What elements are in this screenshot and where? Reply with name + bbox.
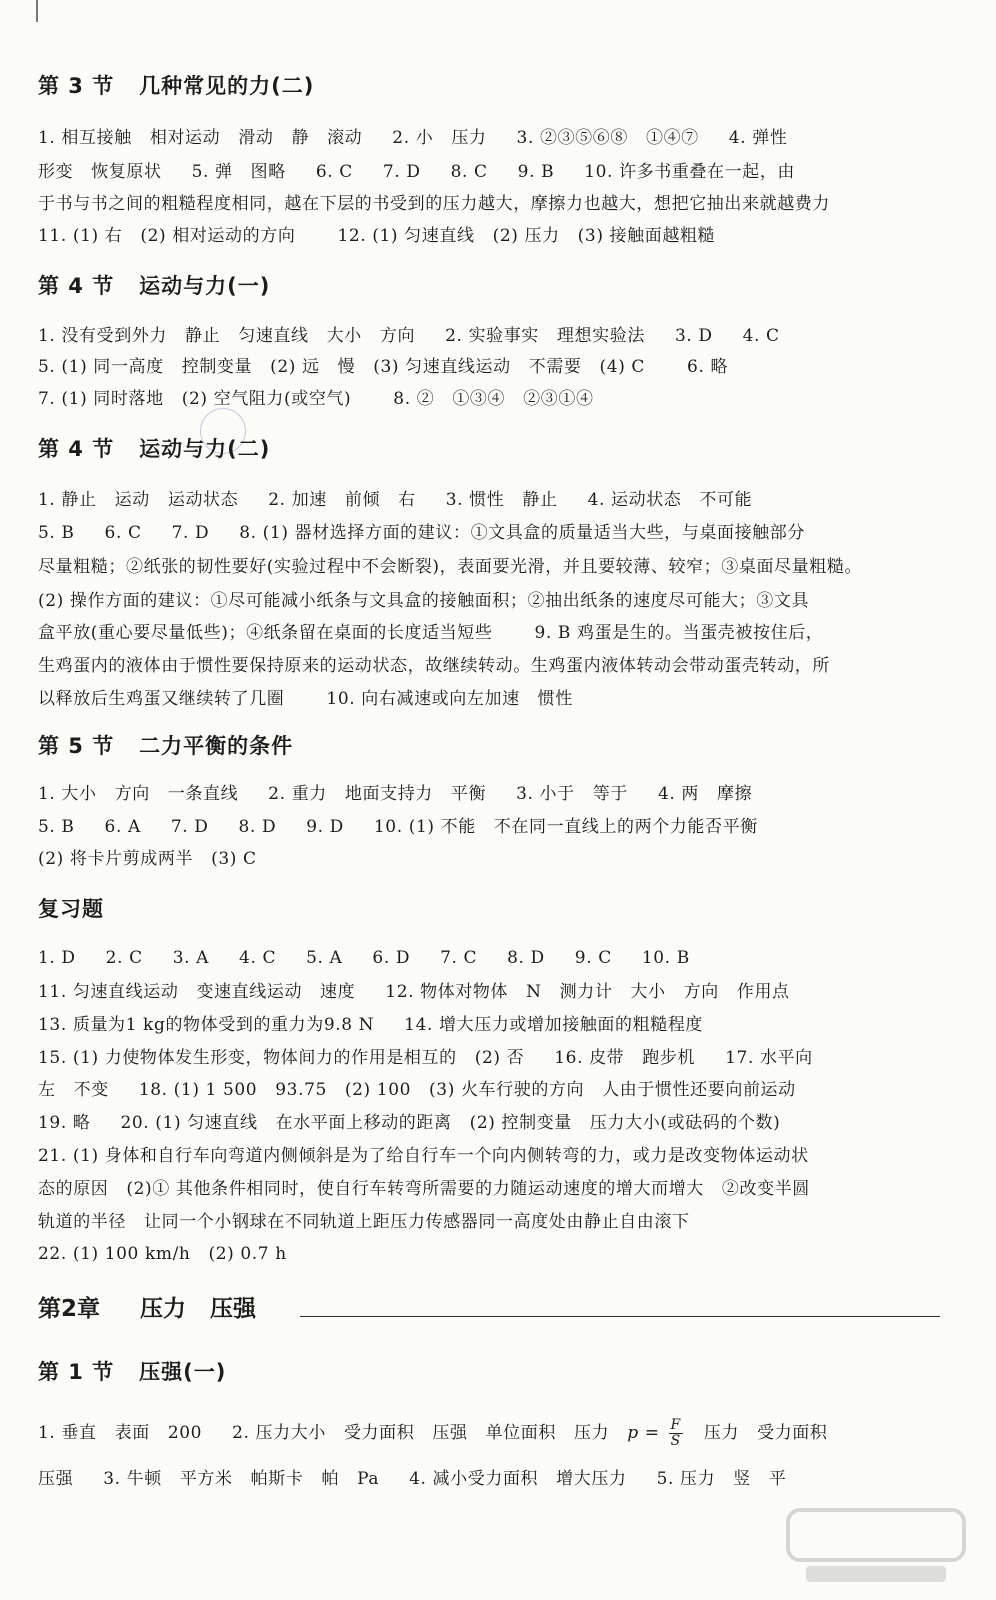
answer-line: 5. B 6. C 7. D 8. (1) 器材选择方面的建议：①文具盒的质量适当大些，与桌面接触部分 (38, 523, 805, 543)
answer-line: 5. B 6. A 7. D 8. D 9. D 10. (1) 不能 不在同一直线上的两个力能否平衡 (38, 817, 758, 837)
answer-line: 尽量粗糙；②纸张的韧性要好(实验过程中不会断裂)，表面要光滑，并且要较薄、较窄；③桌面尽量粗糙。 (38, 557, 863, 577)
answer-line: 7. (1) 同时落地 (2) 空气阻力(或空气) 8. ② ①③④ ②③①④ (38, 389, 594, 409)
answer-line: 轨道的半径 让同一个小钢球在不同轨道上距压力传感器同一高度处由静止自由滚下 (38, 1212, 690, 1232)
answer-line: 11. 匀速直线运动 变速直线运动 速度 12. 物体对物体 N 测力计 大小 方向 作用点 (38, 982, 790, 1002)
section-heading-pressure-1: 第 1 节 压强(一) (38, 1360, 227, 1384)
pressure-formula-fraction (669, 1418, 683, 1449)
answer-line: 态的原因 (2)① 其他条件相同时，使自行车转弯所需要的力随运动速度的增大而增大 ②改变半圆 (38, 1179, 810, 1199)
answer-text: 压力 受力面积 (685, 1423, 828, 1443)
answer-line: 压强 3. 牛顿 平方米 帕斯卡 帕 Pa 4. 减小受力面积 增大压力 5. 压力 竖 平 (38, 1469, 787, 1489)
answer-line: 1. 大小 方向 一条直线 2. 重力 地面支持力 平衡 3. 小于 等于 4. 两 摩擦 (38, 784, 753, 804)
fraction-denominator: S (670, 1433, 681, 1449)
answer-line: 15. (1) 力使物体发生形变，物体间力的作用是相互的 (2) 否 16. 皮带 跑步机 17. 水平向 (38, 1048, 813, 1068)
answer-line: 11. (1) 右 (2) 相对运动的方向 12. (1) 匀速直线 (2) 压力 (3) 接触面越粗糙 (38, 226, 716, 246)
section-heading-4-1: 第 4 节 运动与力(一) (38, 274, 271, 298)
formula-symbol-p: p (627, 1423, 639, 1443)
answer-text: 1. 垂直 表面 200 2. 压力大小 受力面积 压强 单位面积 压力 (38, 1423, 628, 1443)
fraction-numerator: F (670, 1417, 681, 1433)
answer-line: 1. 静止 运动 运动状态 2. 加速 前倾 右 3. 惯性 静止 4. 运动状态 不可能 (38, 490, 753, 510)
section-heading-4-2: 第 4 节 运动与力(二) (38, 437, 271, 461)
answer-line: 22. (1) 100 km/h (2) 0.7 h (38, 1244, 287, 1264)
answer-line: 5. (1) 同一高度 控制变量 (2) 远 慢 (3) 匀速直线运动 不需要 (4) C 6. 略 (38, 357, 729, 377)
answer-line: 形变 恢复原状 5. 弹 图略 6. C 7. D 8. C 9. B 10. 许多书重叠在一起，由 (38, 162, 796, 182)
answer-line: 于书与书之间的粗糙程度相同，越在下层的书受到的压力越大，摩擦力也越大，想把它抽出来就越费力 (38, 194, 830, 214)
section-heading-review: 复习题 (38, 897, 104, 921)
answer-line: (2) 操作方面的建议：①尽可能减小纸条与文具盒的接触面积；②抽出纸条的速度尽可能大；③文具 (38, 591, 810, 611)
section-heading-3-2: 第 3 节 几种常见的力(二) (38, 74, 315, 98)
answer-line: 1. 没有受到外力 静止 匀速直线 大小 方向 2. 实验事实 理想实验法 3. D 4. C (38, 326, 780, 346)
watermark-logo (786, 1500, 966, 1590)
answer-line (38, 1418, 958, 1449)
chapter-rule (300, 1316, 940, 1317)
answer-line: 1. D 2. C 3. A 4. C 5. A 6. D 7. C 8. D 9. C 10. B (38, 948, 690, 968)
answer-line: 以释放后生鸡蛋又继续转了几圈 10. 向右减速或向左加速 惯性 (38, 689, 573, 709)
answer-line: 左 不变 18. (1) 1 500 93.75 (2) 100 (3) 火车行驶的方向 人由于惯性还要向前运动 (38, 1080, 796, 1100)
answer-line: (2) 将卡片剪成两半 (3) C (38, 849, 257, 869)
answer-line: 盒平放(重心要尽量低些)；④纸条留在桌面的长度适当短些 9. B 鸡蛋是生的。当蛋壳被按住后， (38, 623, 824, 643)
answer-line: 19. 略 20. (1) 匀速直线 在水平面上移动的距离 (2) 控制变量 压力大小(或砝码的个数) (38, 1113, 781, 1133)
margin-mark (36, 0, 38, 22)
formula-equals: = (638, 1423, 666, 1443)
answer-line: 1. 相互接触 相对运动 滑动 静 滚动 2. 小 压力 3. ②③⑤⑥⑧ ①④⑦ 4. 弹性 (38, 128, 788, 148)
section-heading-5: 第 5 节 二力平衡的条件 (38, 734, 294, 758)
answer-line: 21. (1) 身体和自行车向弯道内侧倾斜是为了给自行车一个向内侧转弯的力，或力是改变物体运动状 (38, 1146, 809, 1166)
answer-line: 生鸡蛋内的液体由于惯性要保持原来的运动状态，故继续转动。生鸡蛋内液体转动会带动蛋壳转动，所 (38, 656, 830, 676)
chapter-title: 第2章 压力 压强 (38, 1296, 257, 1322)
answer-line: 13. 质量为1 kg的物体受到的重力为9.8 N 14. 增大压力或增加接触面的粗糙程度 (38, 1015, 704, 1035)
